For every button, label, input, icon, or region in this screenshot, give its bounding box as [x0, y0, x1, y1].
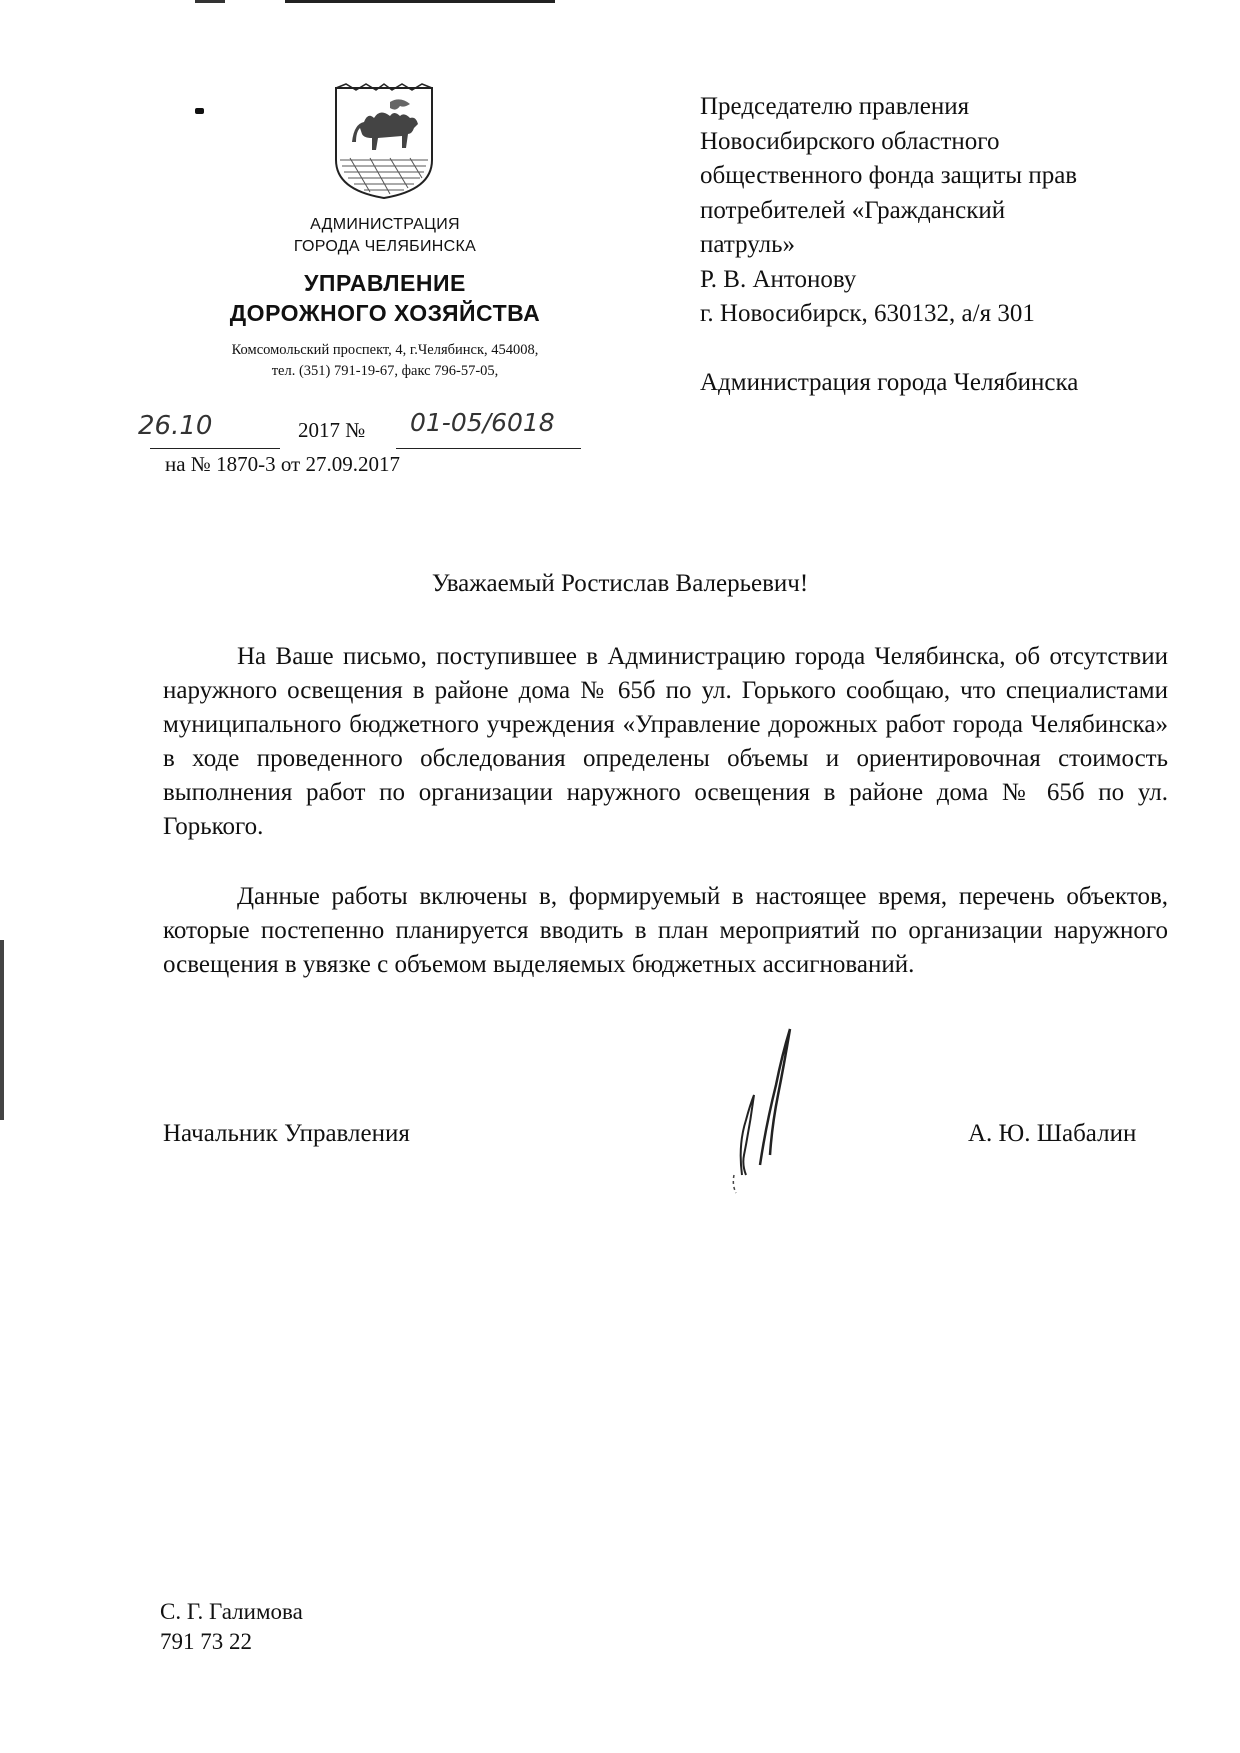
reply-reference: на № 1870-3 от 27.09.2017: [165, 452, 400, 476]
addressee-admin: Администрация города Челябинска: [700, 369, 1079, 396]
letterhead-address: Комсомольский проспект, 4, г.Челябинск, 454008,: [231, 342, 539, 358]
letterhead-dept-line2: ДОРОЖНОГО ХОЗЯЙСТВА: [229, 300, 541, 326]
scan-artifact: [285, 0, 555, 3]
letterhead-dept-line1: УПРАВЛЕНИЕ: [304, 270, 466, 296]
paragraph-1: На Ваше письмо, поступившее в Администрацию города Челябинска, об отсутствии наружного освещения в районе дома № 65б по ул. Горького сообщаю, что специалистами муниципального бюджетного учреждения «Управление дорожных работ города Челябинска» в ходе проведенного обследования определены объемы и ориентировочная стоимость выполнения работ по организации наружного освещения в районе дома № 65б по ул. Горького.: [163, 643, 1168, 840]
letterhead-phones: тел. (351) 791-19-67, факс 796-57-05,: [271, 363, 499, 379]
signatory-title: Начальник Управления: [163, 1120, 410, 1147]
addressee-line: Р. В. Антонову: [700, 265, 857, 293]
addressee-line: потребителей «Гражданский: [700, 196, 1006, 224]
paragraph-2: Данные работы включены в, формируемый в настоящее время, перечень объектов, которые постепенно планируется вводить в план мероприятий по организации наружного освещения в увязке с объемом выделяемых бюджетных ассигнований.: [163, 883, 1168, 978]
letterhead-admin-line1: АДМИНИСТРАЦИЯ: [310, 216, 460, 233]
addressee-line: Председателю правления: [700, 93, 970, 120]
executor-name: С. Г. Галимова: [160, 1599, 303, 1624]
addressee-line: Новосибирского областного: [700, 127, 1000, 155]
scan-artifact: [0, 940, 4, 1120]
handwritten-date: 26.10: [138, 411, 213, 441]
letterhead-admin-line2: ГОРОДА ЧЕЛЯБИНСКА: [293, 238, 477, 255]
handwritten-signature: [720, 1025, 820, 1195]
scan-artifact: [195, 108, 204, 114]
executor-phone: 791 73 22: [160, 1629, 252, 1654]
addressee-line: г. Новосибирск, 630132, а/я 301: [700, 300, 1035, 327]
coat-of-arms-icon: [330, 82, 438, 202]
scan-artifact: [195, 0, 225, 3]
greeting: Уважаемый Ростислав Валерьевич!: [431, 570, 809, 597]
addressee-block: [700, 90, 1170, 332]
addressee-line: патруль»: [700, 231, 796, 258]
handwritten-number: 01-05/6018: [410, 408, 555, 437]
signatory-name: А. Ю. Шабалин: [968, 1120, 1137, 1147]
addressee-line: общественного фонда защиты прав: [700, 162, 1078, 189]
reference-year: 2017 №: [298, 418, 366, 442]
